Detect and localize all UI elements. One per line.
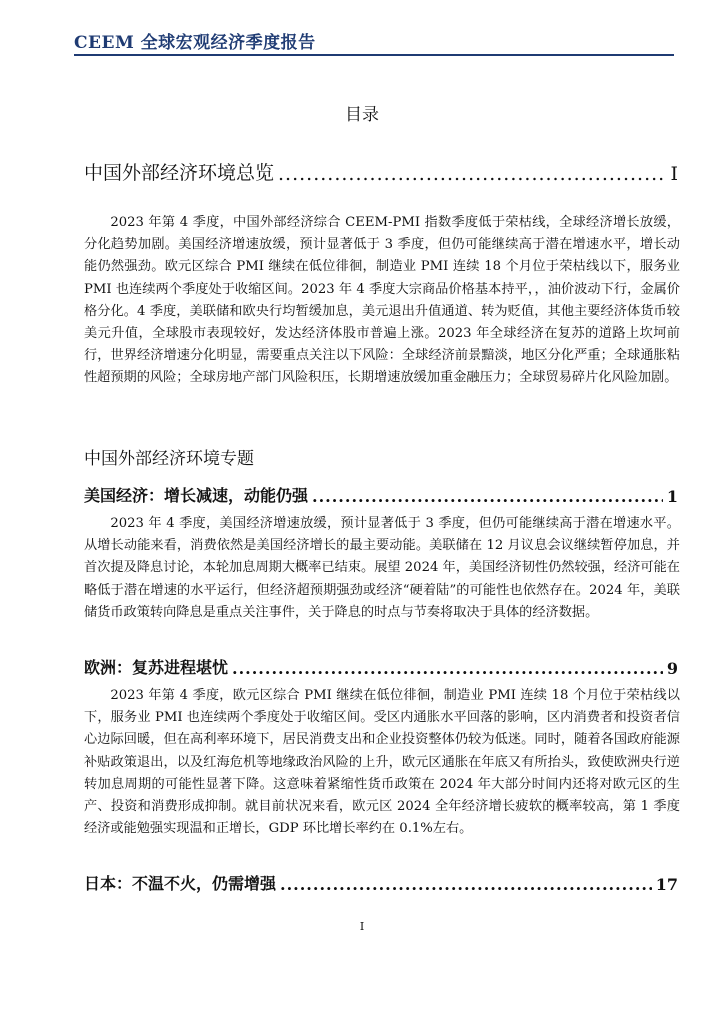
report-header-title: CEEM 全球宏观经济季度报告	[74, 33, 316, 53]
toc-leader-dots	[312, 487, 663, 506]
toc-entry-label: 美国经济：增长减速，动能仍强	[84, 486, 309, 505]
toc-entry-label: 日本：不温不火，仍需增强	[84, 874, 277, 893]
toc-entry-page: 1	[666, 487, 678, 506]
header-divider	[74, 54, 674, 56]
toc-entry-overview[interactable]	[84, 158, 678, 185]
toc-entry-label: 欧洲：复苏进程堪忧	[84, 658, 229, 677]
toc-entry-japan[interactable]	[84, 871, 678, 894]
toc-entry-us[interactable]	[84, 483, 678, 506]
toc-entry-page: 9	[666, 659, 678, 678]
toc-entry-label: 中国外部经济环境总览	[84, 162, 275, 184]
toc-entry-europe[interactable]	[84, 655, 678, 678]
us-summary: 2023 年 4 季度，美国经济增速放缓，预计显著低于 3 季度，但仍可能继续高于潜在增速水平。从增长动能来看，消费依然是美国经济增长的最主要动能。美联储在 12 月议息会议继续暂停加息，并首次提及降息讨论，本轮加息周期大概率已结束。展望 2024 年，美国经济韧性仍然较强，经济可能在略低于潜在增速的水平运行，但经济超预期强劲或经济“硬着陆”的可能性也依然存在。2024 年，美联储货币政策转向降息是重点关注事件，关于降息的时点与节奏将取决于具体的经济数据。	[84, 516, 680, 620]
toc-leader-dots	[278, 163, 666, 185]
toc-title: 目录	[345, 105, 379, 125]
europe-summary: 2023 年第 4 季度，欧元区综合 PMI 继续在低位徘徊，制造业 PMI 连续 18 个月位于荣枯线以下，服务业 PMI 也连续两个季度处于收缩区间。受区内通胀水平回落的影响，区内消费者和投资者信心边际回暖，但在高利率环境下，居民消费支出和企业投资整体仍较为低迷。同时，随着各国政府能源补贴政策退出，以及红海危机等地缘政治风险的上升，欧元区通胀在年底又有所抬头，致使欧洲央行逆转加息周期的可能性显著下降。这意味着紧缩性货币政策在 2024 年大部分时间内还将对欧元区的生产、投资和消费形成抑制。就目前状况来看，欧元区 2024 全年经济增长疲软的概率较高，第 1 季度经济或能勉强实现温和正增长，GDP 环比增长率约在 0.1%左右。	[84, 688, 680, 837]
page-number: I	[359, 920, 365, 933]
toc-entry-page: 17	[655, 875, 678, 894]
section-title: 中国外部经济环境专题	[84, 449, 254, 469]
toc-leader-dots	[280, 875, 652, 894]
toc-leader-dots	[232, 659, 663, 678]
toc-entry-page: I	[670, 163, 678, 185]
overview-summary: 2023 年第 4 季度，中国外部经济综合 CEEM-PMI 指数季度低于荣枯线，全球经济增长放缓，分化趋势加剧。美国经济增速放缓，预计显著低于 3 季度，但仍可能继续高于潜在增速水平，增长动能仍然强劲。欧元区综合 PMI 继续在低位徘徊，制造业 PMI 连续 18 个月位于荣枯线以下，服务业 PMI 也连续两个季度处于收缩区间。2023 年 4 季度大宗商品价格基本持平，，油价波动下行，金属价格分化。4 季度，美联储和欧央行均暂缓加息，美元退出升值通道、转为贬值，其他主要经济体货币较美元升值，全球股市表现较好，发达经济体股市普遍上涨。2023 年全球经济在复苏的道路上坎坷前行，世界经济增速分化明显，需要重点关注以下风险：全球经济前景黯淡，地区分化严重；全球通胀粘性超预期的风险；全球房地产部门风险积压，长期增速放缓加重金融压力；全球贸易碎片化风险加剧。	[84, 215, 680, 386]
